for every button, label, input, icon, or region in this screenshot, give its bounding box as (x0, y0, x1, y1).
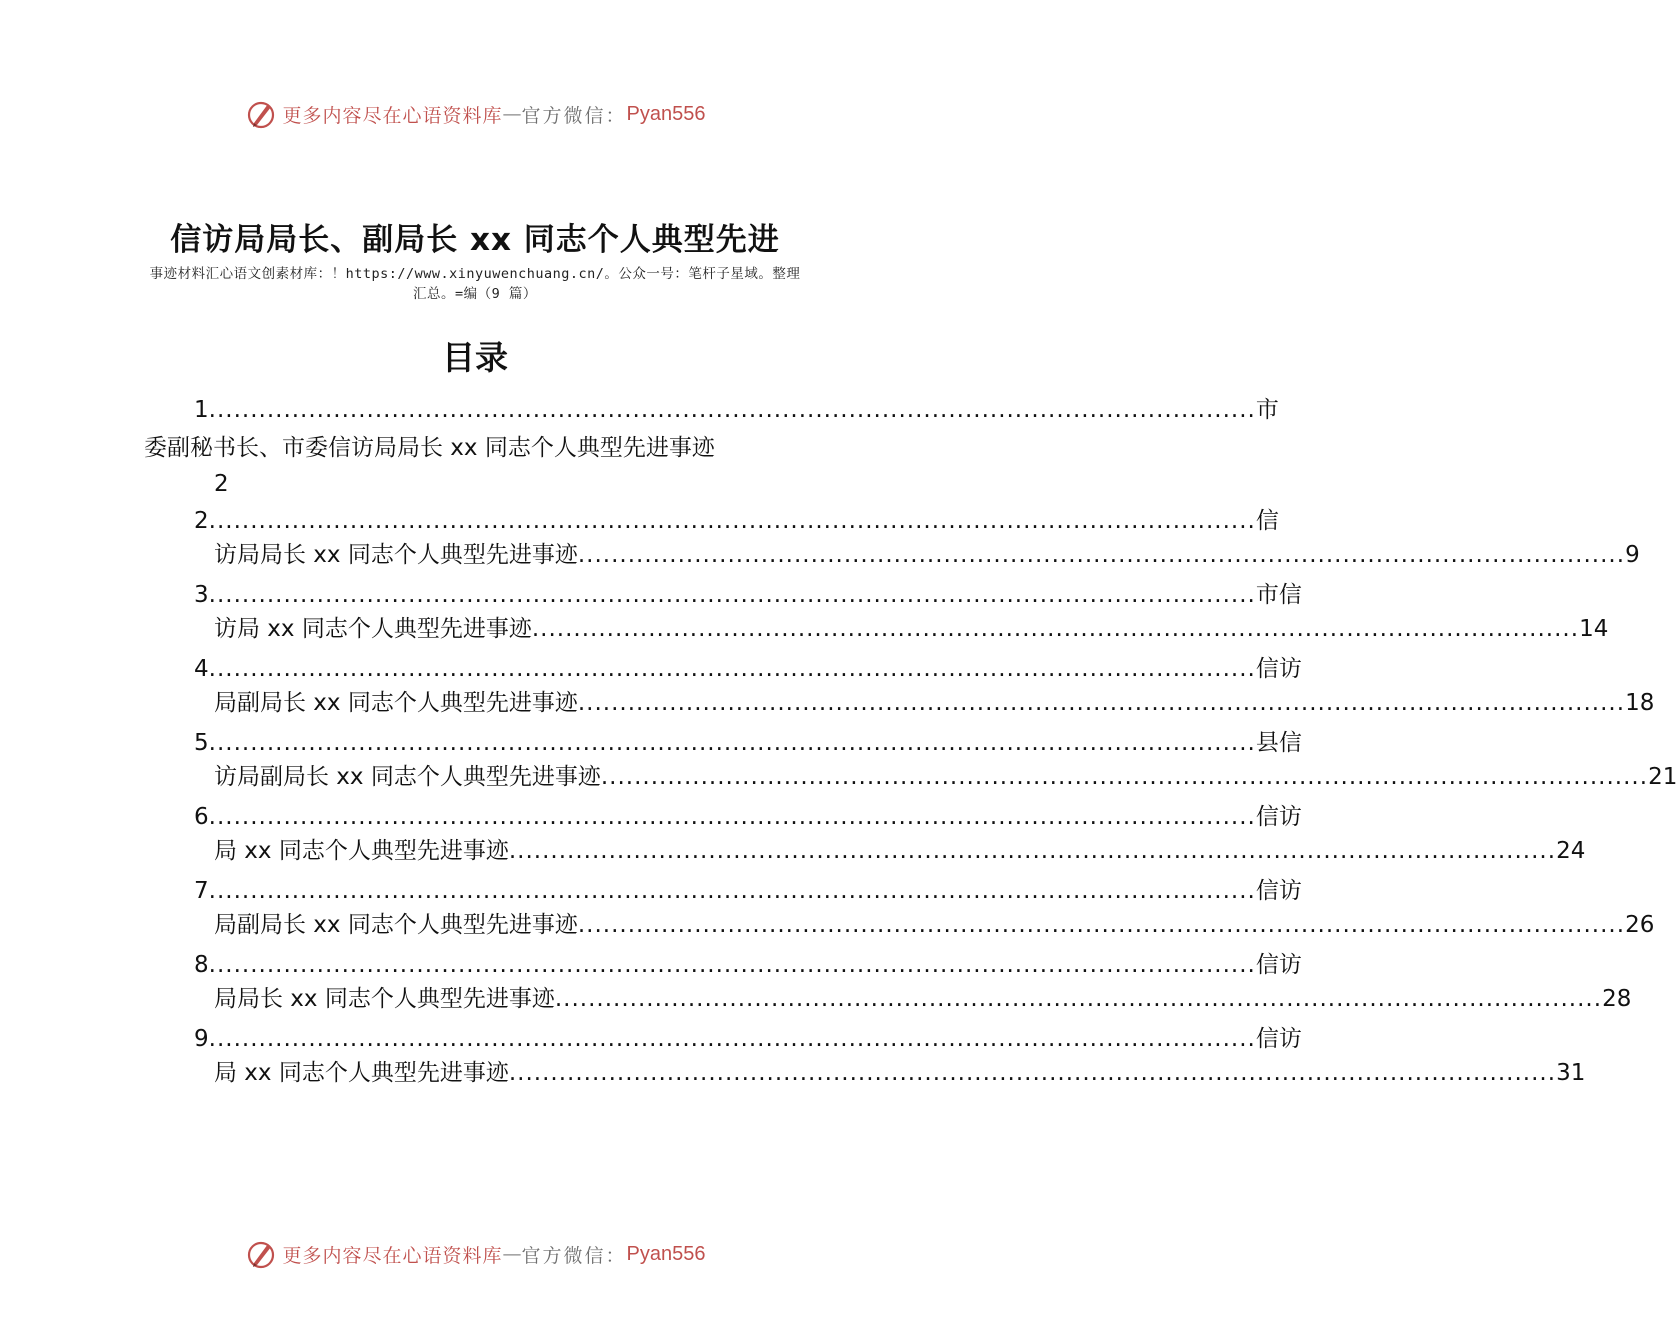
toc-entry-title: 访局副局长 xx 同志个人典型先进事迹 (214, 764, 601, 790)
banner-separator: — (502, 103, 522, 125)
toc-entry-page: 26 (1625, 912, 1655, 938)
document-title: 信访局局长、副局长 xx 同志个人典型先进 (170, 222, 780, 258)
toc-entry-page: 9 (1625, 542, 1640, 568)
toc-entry-title: 局局长 xx 同志个人典型先进事迹 (214, 986, 555, 1012)
toc-leader-dots: .............................................................................................................................. (508, 1060, 1557, 1086)
toc-leader-dots: .............................................................................................................................. (531, 616, 1580, 642)
toc-entry-page: 14 (1579, 616, 1609, 642)
toc-entry-title: 委副秘书长、市委信访局局长 xx 同志个人典型先进事迹 (144, 435, 715, 461)
toc-entry-title: 访局局长 xx 同志个人典型先进事迹 (214, 542, 578, 568)
toc-heading: 目录 (442, 338, 508, 377)
toc-entry-page: 28 (1602, 986, 1632, 1012)
toc-leader-dots: .............................................................................................................................. (508, 838, 1557, 864)
toc-entry-head: 市 (1255, 397, 1279, 423)
banner-separator: — (502, 1243, 522, 1265)
toc-entry-head: 信 (1255, 508, 1279, 534)
toc-entry-number: 7 (194, 878, 209, 904)
toc-leader-dots: .............................................................................................................................. (577, 542, 1626, 568)
toc-leader-dots: .............................................................................................................................. (577, 690, 1626, 716)
toc-leader-dots: .............................................................................................................................. (208, 397, 1256, 423)
toc-leader-dots: .............................................................................................................................. (208, 730, 1256, 756)
toc-leader-dots: .............................................................................................................................. (208, 878, 1256, 904)
toc-entry-page: 2 (214, 471, 229, 497)
banner-wechat-label: 官方微信： (521, 104, 627, 127)
toc-entry-title: 局 xx 同志个人典型先进事迹 (214, 1060, 509, 1086)
toc-entry-number: 6 (194, 804, 209, 830)
toc-entry-page: 21 (1648, 764, 1677, 790)
toc-leader-dots: .............................................................................................................................. (577, 912, 1626, 938)
toc-entry-page: 18 (1625, 690, 1655, 716)
toc-leader-dots: .............................................................................................................................. (208, 952, 1256, 978)
toc-entry-head: 县信 (1255, 730, 1302, 756)
toc-entry-number: 8 (194, 952, 209, 978)
toc-entry-number: 9 (194, 1026, 209, 1052)
toc-leader-dots: .............................................................................................................................. (554, 986, 1603, 1012)
banner-wechat-id: Pyan556 (626, 102, 706, 125)
toc-entry-head: 信访 (1255, 656, 1302, 682)
toc-entry-number: 3 (194, 582, 209, 608)
toc-entry-head: 信访 (1255, 952, 1302, 978)
toc-entry-number: 5 (194, 730, 209, 756)
toc-entry-number: 4 (194, 656, 209, 682)
toc-entry-page: 31 (1556, 1060, 1586, 1086)
banner-text: 更多内容尽在心语资料库 (282, 104, 503, 127)
document-subtitle: 事迹材料汇心语文创素材库：！https://www.xinyuwenchuang.cn/。公众一号：笔杆子星域。整理汇总。=编（9 篇） (149, 266, 801, 302)
toc-entry-number: 1 (194, 397, 209, 423)
pen-logo-icon (245, 98, 277, 130)
toc-entry-title: 访局 xx 同志个人典型先进事迹 (214, 616, 532, 642)
toc-entry-page: 24 (1556, 838, 1586, 864)
toc-entry-head: 信访 (1255, 878, 1302, 904)
banner-text: 更多内容尽在心语资料库 (282, 1244, 503, 1267)
toc-entry-title: 局副局长 xx 同志个人典型先进事迹 (214, 912, 578, 938)
toc-entry-head: 信访 (1255, 804, 1302, 830)
toc-entry-head: 信访 (1255, 1026, 1302, 1052)
banner-wechat-label: 官方微信： (521, 1244, 627, 1267)
toc-leader-dots: .............................................................................................................................. (208, 656, 1256, 682)
toc-leader-dots: .............................................................................................................................. (208, 804, 1256, 830)
pen-logo-icon (245, 1238, 277, 1270)
toc-entry-number: 2 (194, 508, 209, 534)
toc-leader-dots: .............................................................................................................................. (208, 508, 1256, 534)
banner-wechat-id: Pyan556 (626, 1242, 706, 1265)
toc-entry-title: 局副局长 xx 同志个人典型先进事迹 (214, 690, 578, 716)
toc-entry-title: 局 xx 同志个人典型先进事迹 (214, 838, 509, 864)
footer-banner (0, 1234, 950, 1274)
toc-leader-dots: .............................................................................................................................. (208, 1026, 1256, 1052)
toc-leader-dots: .............................................................................................................................. (600, 764, 1649, 790)
toc-entry-head: 市信 (1255, 582, 1302, 608)
header-banner (0, 94, 950, 134)
toc-leader-dots: .............................................................................................................................. (208, 582, 1256, 608)
